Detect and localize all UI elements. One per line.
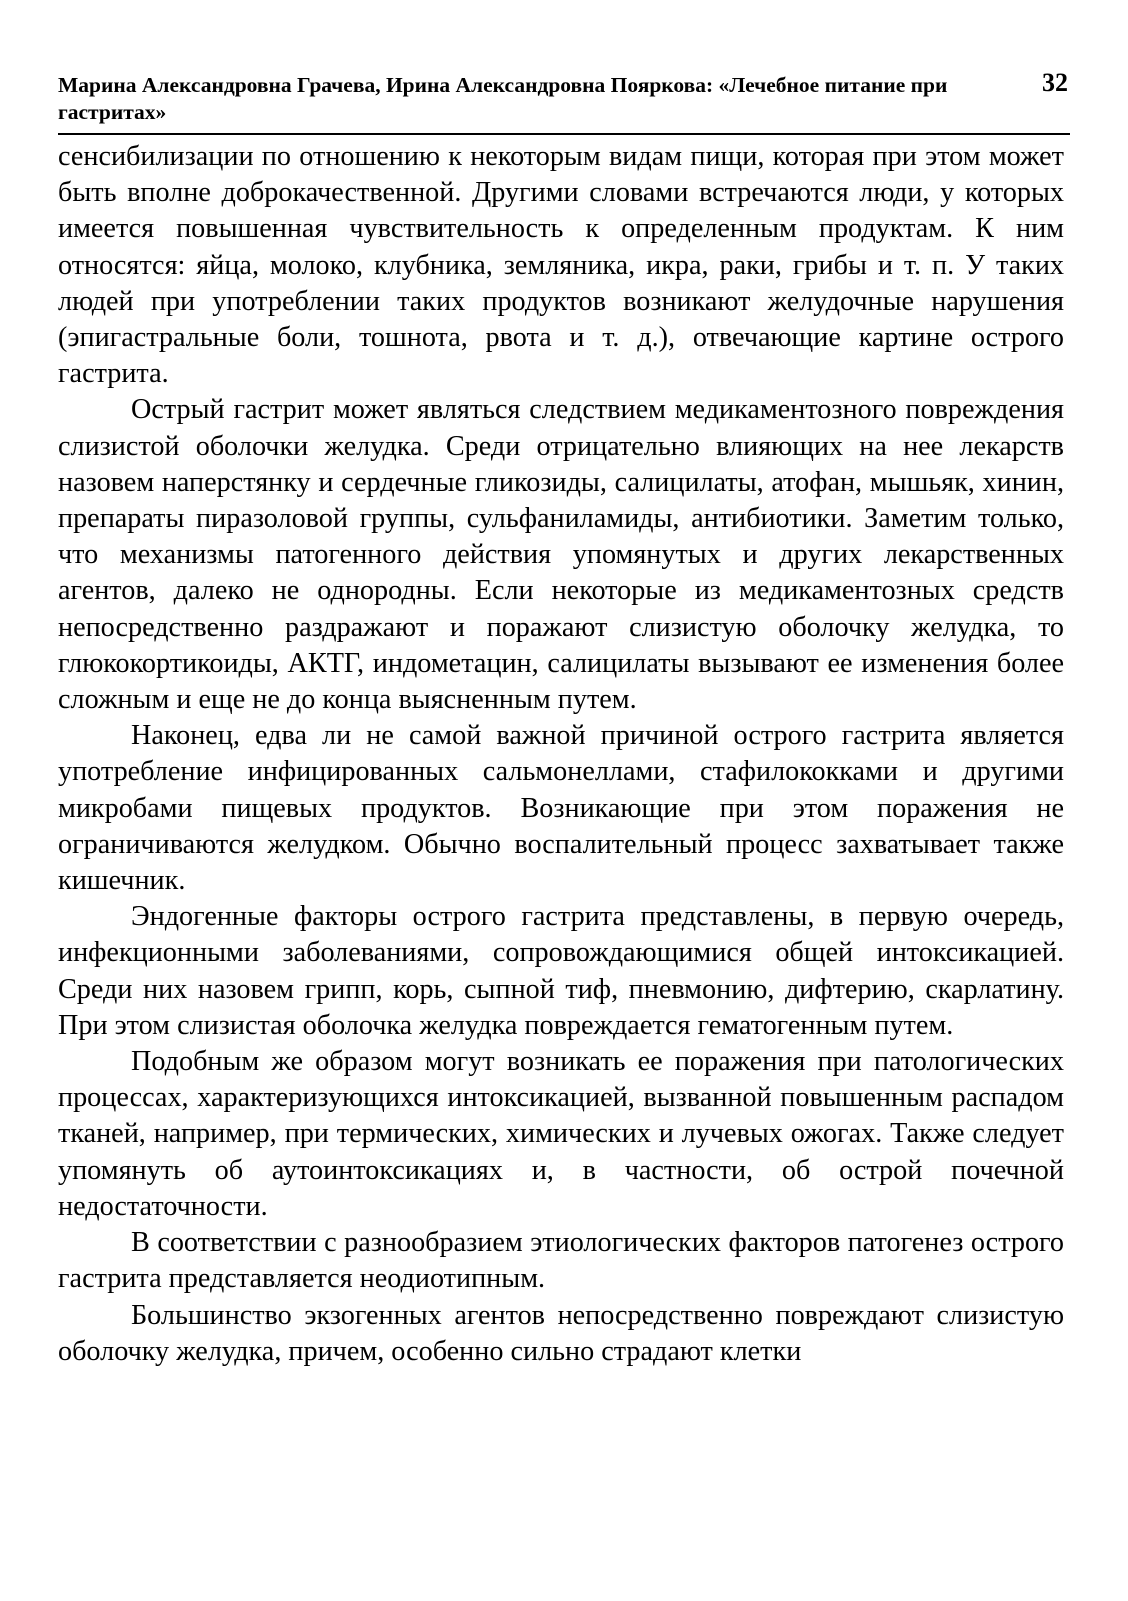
paragraph: Подобным же образом могут возникать ее поражения при патологических процессах, характеризующихся интоксикацией, вызванной повышенным распадом тканей, например, при термических, химических и лучевых ожогах. Также следует упомянуть об аутоинтоксикациях и, в частности, об острой почечной недостаточности. bbox=[58, 1046, 1064, 1222]
paragraph: Острый гастрит может являться следствием медикаментозного повреждения слизистой оболочки желудка. Среди отрицательно влияющих на нее лекарств назовем наперстянку и сердечные гликозиды, салицилаты, атофан, мышьяк, хинин, препараты пиразоловой группы, сульфаниламиды, антибиотики. Заметим только, что механизмы патогенного действия упомянутых и других лекарственных агентов, далеко не однородны. Если некоторые из медикаментозных средств непосредственно раздражают и поражают слизистую оболочку желудка, то глюкокортикоиды, АКТГ, индометацин, салицилаты вызывают ее изменения более сложным и еще не до конца выясненным путем. bbox=[58, 394, 1064, 716]
paragraph: Наконец, едва ли не самой важной причиной острого гастрита является употребление инфицированных сальмонеллами, стафилококками и другими микробами пищевых продуктов. Возникающие при этом поражения не ограничиваются желудком. Обычно воспалительный процесс захватывает также кишечник. bbox=[58, 720, 1064, 897]
body-text bbox=[58, 139, 1064, 1370]
paragraph: В соответствии с разнообразием этиологических факторов патогенез острого гастрита представляется неодиотипным. bbox=[58, 1227, 1064, 1295]
running-header bbox=[58, 68, 1070, 132]
header-title: Марина Александровна Грачева, Ирина Александровна Пояркова: «Лечебное питание при гастритах» bbox=[58, 73, 948, 124]
paragraph: Большинство экзогенных агентов непосредственно повреждают слизистую оболочку желудка, причем, особенно сильно страдают клетки bbox=[58, 1299, 1064, 1367]
header-divider bbox=[58, 133, 1070, 135]
paragraph-continued: сенсибилизации по отношению к некоторым видам пищи, которая при этом может быть вполне доброкачественной. Другими словами встречаются люди, у которых имеется повышенная чувствительность к определенным продуктам. К ним относятся: яйца, молоко, клубника, земляника, икра, раки, грибы и т. п. У таких людей при употреблении таких продуктов возникают желудочные нарушения (эпигастральные боли, тошнота, рвота и т. д.), отвечающие картине острого гастрита. bbox=[58, 141, 1064, 390]
page-number: 32 bbox=[1042, 68, 1068, 97]
paragraph: Эндогенные факторы острого гастрита представлены, в первую очередь, инфекционными заболеваниями, сопровождающимися общей интоксикацией. Среди них назовем грипп, корь, сыпной тиф, пневмонию, дифтерию, скарлатину. При этом слизистая оболочка желудка повреждается гематогенным путем. bbox=[58, 901, 1064, 1041]
